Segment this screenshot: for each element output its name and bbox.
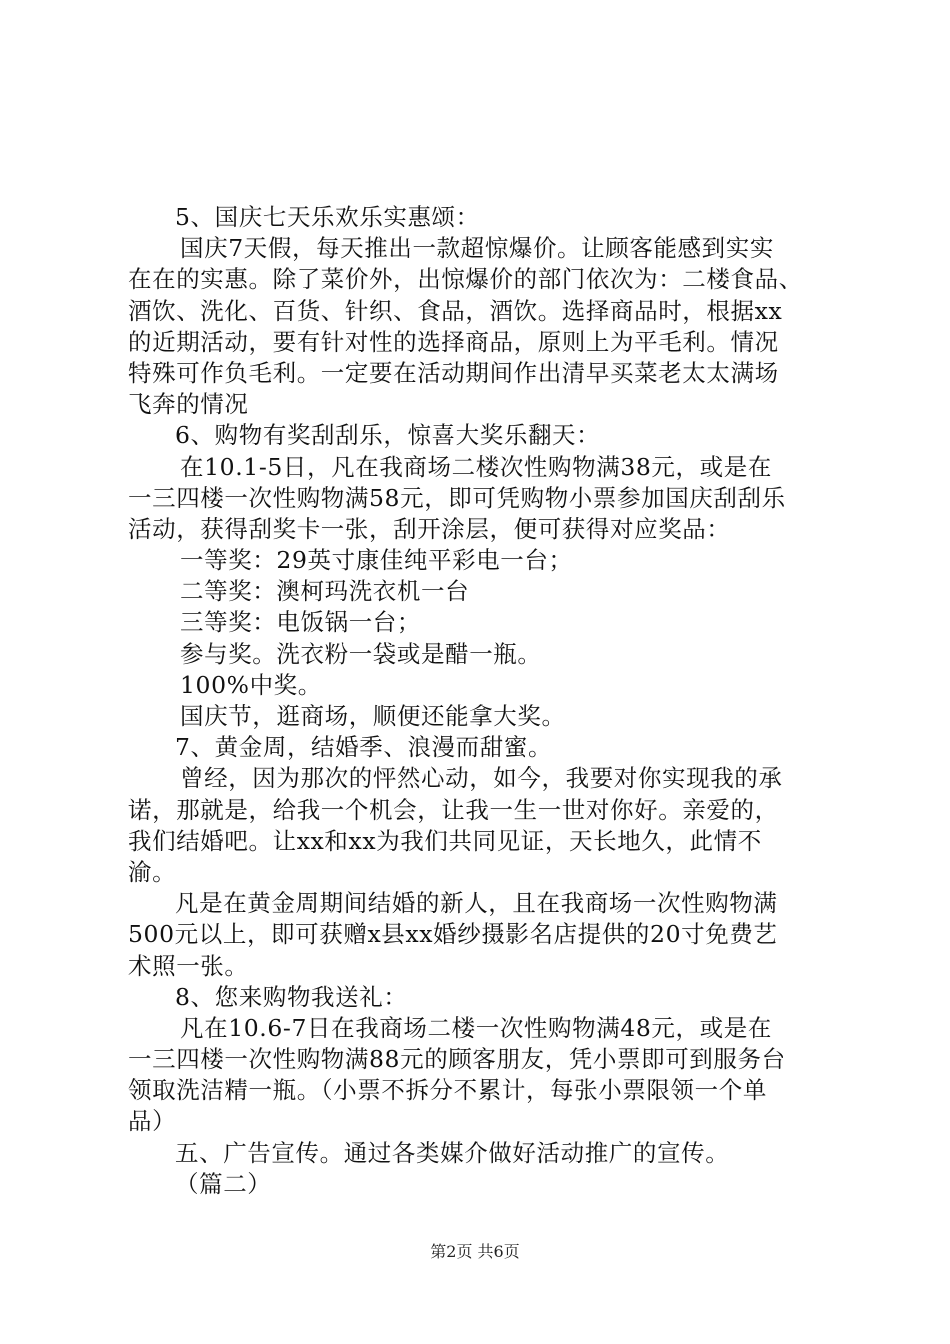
paragraph-line: 一三四楼一次性购物满58元，即可凭购物小票参加国庆刮刮乐 — [128, 483, 786, 512]
page-indicator: 第2页 共6页 — [430, 1242, 520, 1261]
paragraph-line: 国庆7天假，每天推出一款超惊爆价。让顾客能感到实实 — [180, 234, 774, 263]
prize-line: 一等奖：29英寸康佳纯平彩电一台； — [180, 546, 573, 575]
paragraph-line: 活动，获得刮奖卡一张，刮开涂层，便可获得对应奖品： — [128, 514, 731, 543]
paragraph-line: 飞奔的情况 — [128, 390, 249, 419]
prize-line: 参与奖。洗衣粉一袋或是醋一瓶。 — [180, 639, 542, 668]
paragraph-line: 特殊可作负毛利。一定要在活动期间作出清早买菜老太太满场 — [128, 358, 779, 387]
section-heading: 8、您来购物我送礼： — [175, 982, 408, 1011]
paragraph-line: 在在的实惠。除了菜价外，出惊爆价的部门依次为：二楼食品、 — [128, 265, 803, 294]
section-heading: （篇二） — [175, 1169, 272, 1198]
paragraph-line: 100%中奖。 — [180, 670, 322, 699]
prize-line: 二等奖：澳柯玛洗衣机一台 — [180, 577, 470, 606]
section-heading: 5、国庆七天乐欢乐实惠颂： — [175, 203, 480, 231]
paragraph-line: 凡是在黄金周期间结婚的新人，且在我商场一次性购物满 — [175, 889, 778, 918]
paragraph-line: 在10.1-5日，凡在我商场二楼次性购物满38元，或是在 — [180, 452, 772, 481]
document-body — [128, 202, 838, 1200]
paragraph-line: 诺，那就是，给我一个机会，让我一生一世对你好。亲爱的， — [128, 795, 779, 824]
paragraph-line: 术照一张。 — [128, 951, 249, 980]
section-heading: 7、黄金周，结婚季、浪漫而甜蜜。 — [175, 733, 553, 762]
paragraph-line: 的近期活动，要有针对性的选择商品，原则上为平毛利。情况 — [128, 327, 779, 356]
paragraph-line: 我们结婚吧。让xx和xx为我们共同见证，天长地久，此情不 — [128, 826, 762, 855]
paragraph-line: 品） — [128, 1107, 177, 1136]
page-footer — [0, 1242, 950, 1262]
paragraph-line: 领取洗洁精一瓶。（小票不拆分不累计，每张小票限领一个单 — [128, 1076, 767, 1105]
paragraph-line: 凡在10.6-7日在我商场二楼一次性购物满48元，或是在 — [180, 1013, 772, 1042]
section-heading: 五、广告宣传。通过各类媒介做好活动推广的宣传。 — [175, 1138, 730, 1167]
paragraph-line: 一三四楼一次性购物满88元的顾客朋友，凭小票即可到服务台 — [128, 1045, 786, 1074]
paragraph-line: 500元以上，即可获赠x县xx婚纱摄影名店提供的20寸免费艺 — [128, 920, 778, 949]
paragraph-line: 国庆节，逛商场，顺便还能拿大奖。 — [180, 702, 566, 730]
section-heading: 6、购物有奖刮刮乐，惊喜大奖乐翻天： — [175, 421, 601, 450]
paragraph-line: 渝。 — [128, 857, 177, 886]
paragraph-line: 酒饮、洗化、百货、针织、食品，酒饮。选择商品时，根据xx — [128, 296, 783, 325]
paragraph-line: 曾经，因为那次的怦然心动，如今，我要对你实现我的承 — [180, 764, 783, 793]
prize-line: 三等奖：电饭锅一台； — [180, 608, 421, 637]
